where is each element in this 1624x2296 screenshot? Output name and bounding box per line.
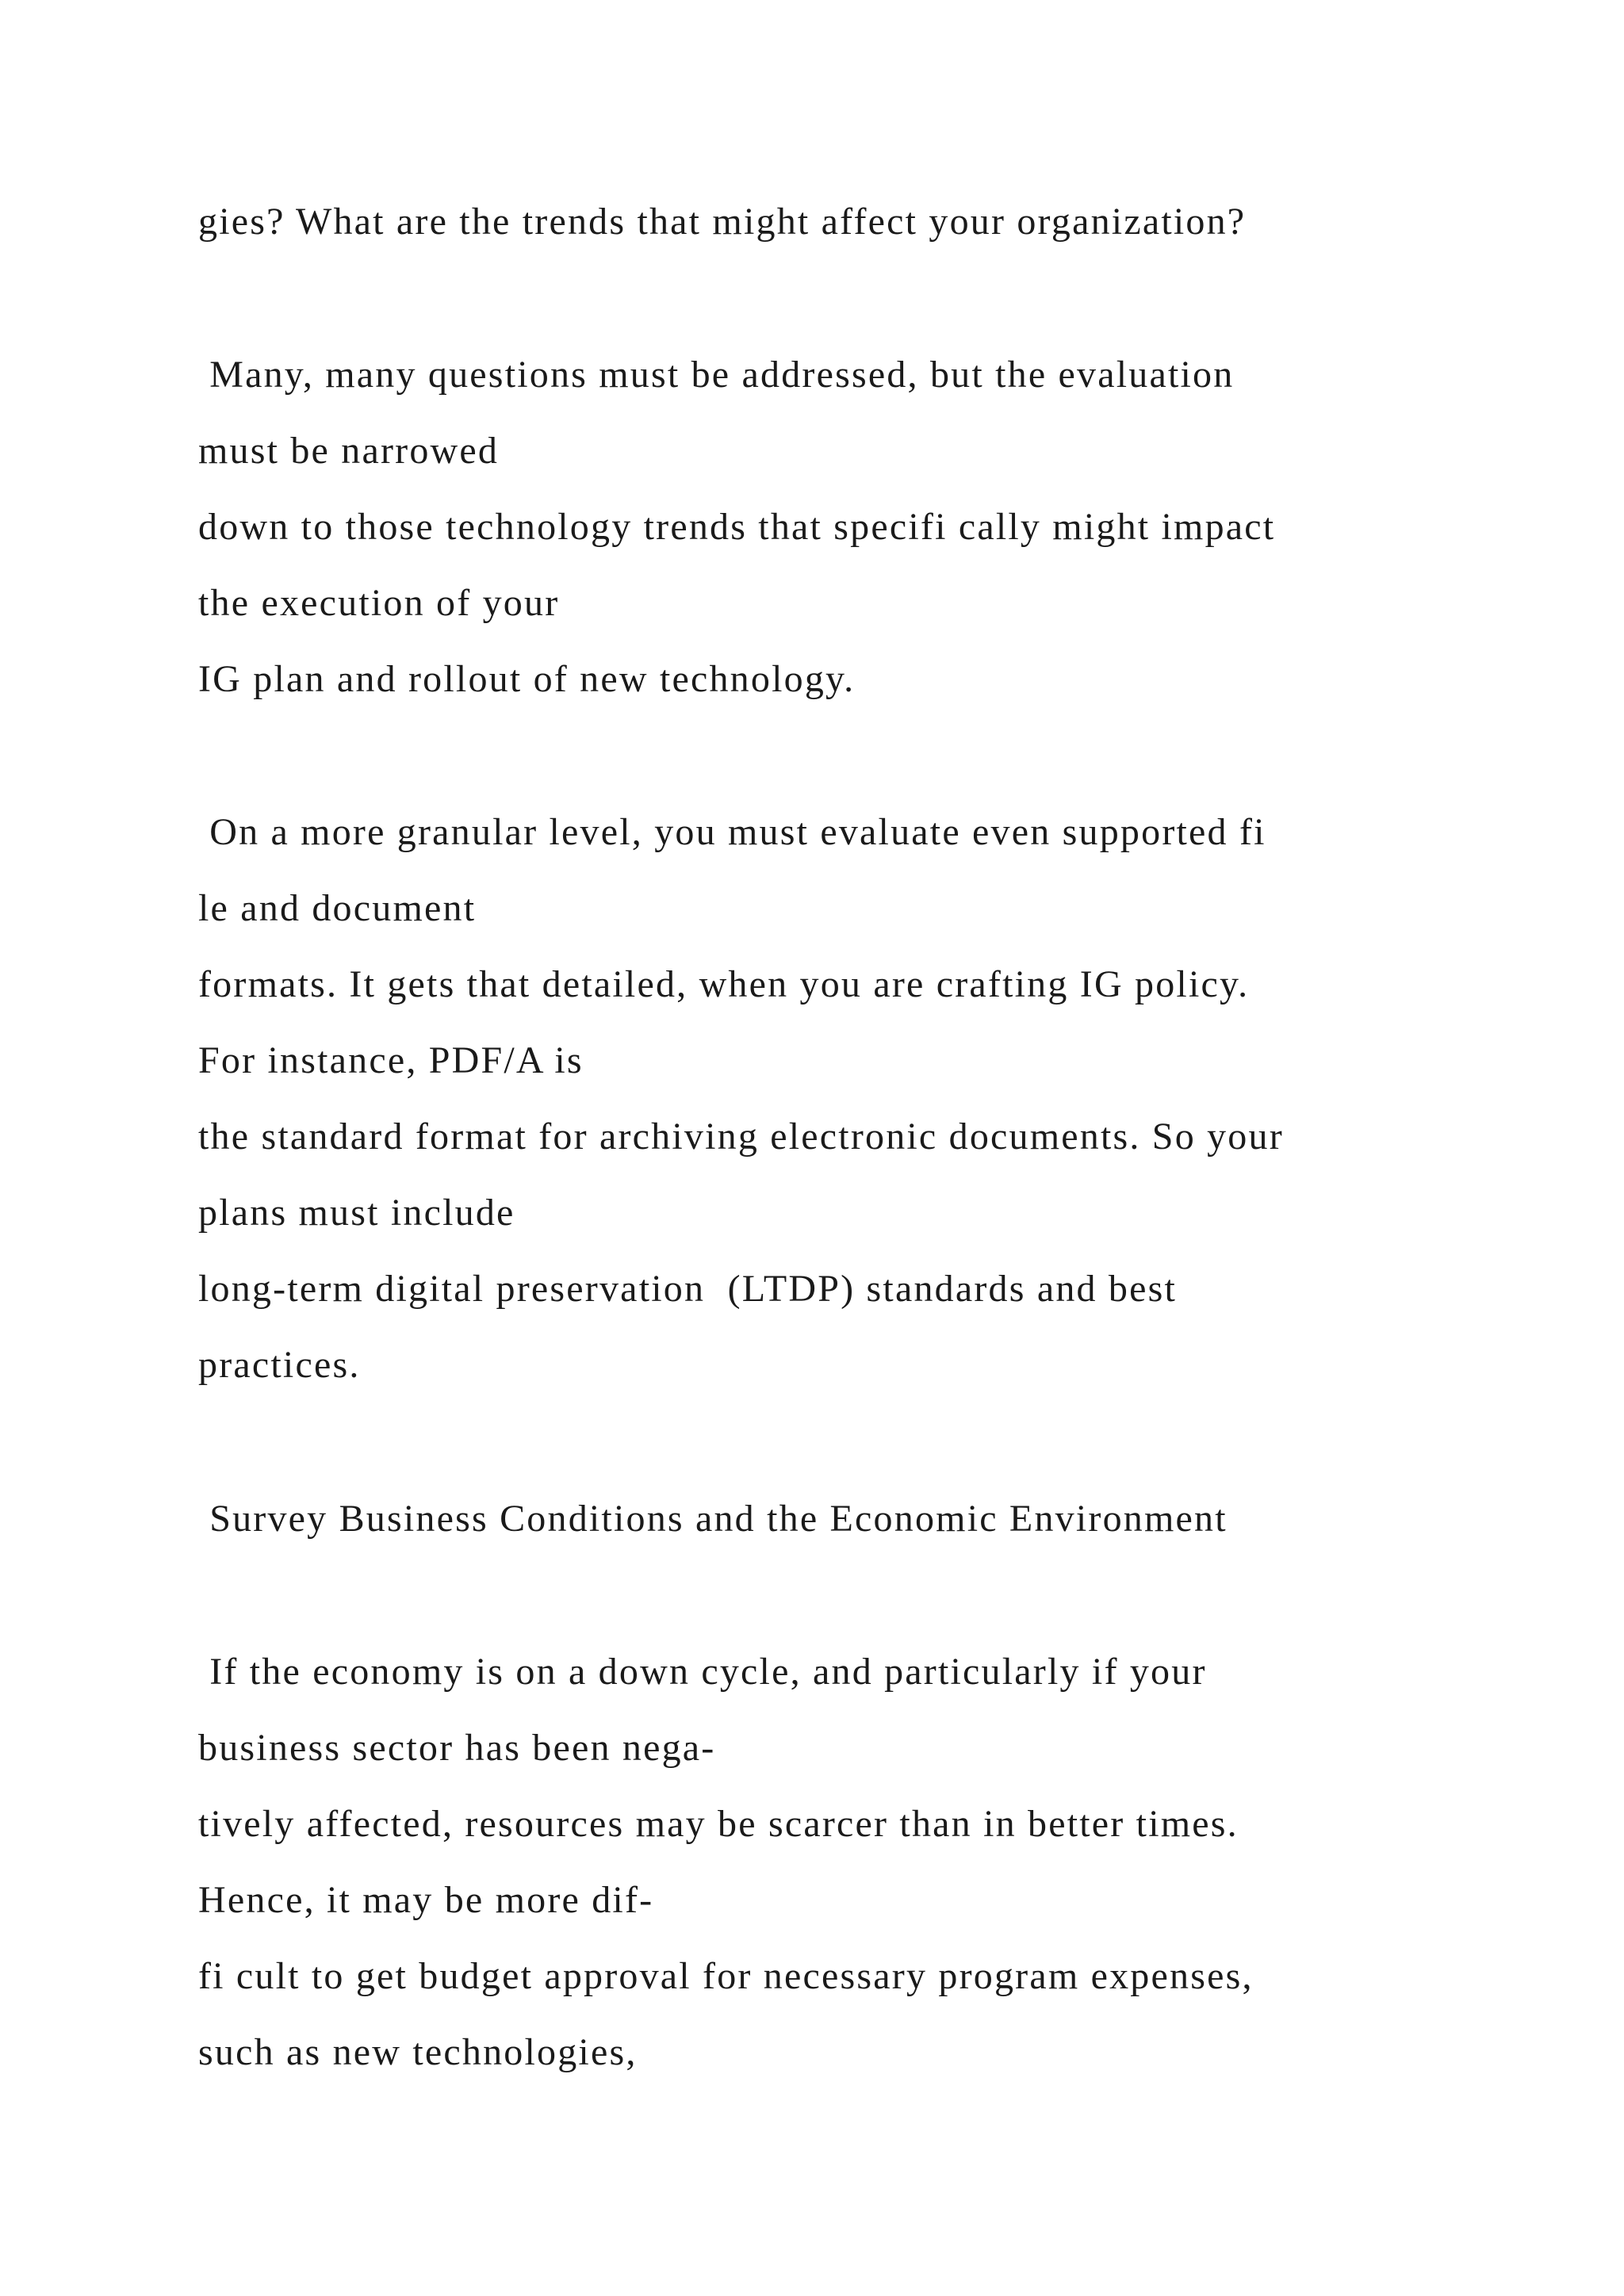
text-line: formats. It gets that detailed, when you are crafting IG policy.	[198, 963, 1250, 1005]
text-line: gies? What are the trends that might affect your organization?	[198, 201, 1247, 243]
text-line: long-term digital preservation (LTDP) standards and best	[198, 1268, 1178, 1310]
text-line: Hence, it may be more dif-	[198, 1879, 654, 1921]
text-line: business sector has been nega-	[198, 1727, 716, 1769]
section-heading: Survey Business Conditions and the Economic Environment	[198, 1498, 1228, 1540]
text-line: For instance, PDF/A is	[198, 1039, 584, 1081]
text-line: down to those technology trends that specifi cally might impact	[198, 506, 1276, 548]
text-line: On a more granular level, you must evaluate even supported fi	[198, 811, 1266, 853]
text-line: such as new technologies,	[198, 2031, 638, 2073]
text-line: must be narrowed	[198, 430, 500, 472]
text-line: plans must include	[198, 1192, 515, 1234]
text-line: the standard format for archiving electronic documents. So your	[198, 1115, 1284, 1158]
text-line: fi cult to get budget approval for necessary program expenses,	[198, 1955, 1254, 1997]
text-line: Many, many questions must be addressed, but the evaluation	[198, 354, 1235, 396]
text-line: IG plan and rollout of new technology.	[198, 658, 856, 700]
text-line: le and document	[198, 887, 477, 929]
text-line: If the economy is on a down cycle, and particularly if your	[198, 1651, 1207, 1693]
text-line: tively affected, resources may be scarcer than in better times.	[198, 1803, 1239, 1845]
text-line: practices.	[198, 1344, 361, 1386]
text-line: the execution of your	[198, 582, 560, 624]
